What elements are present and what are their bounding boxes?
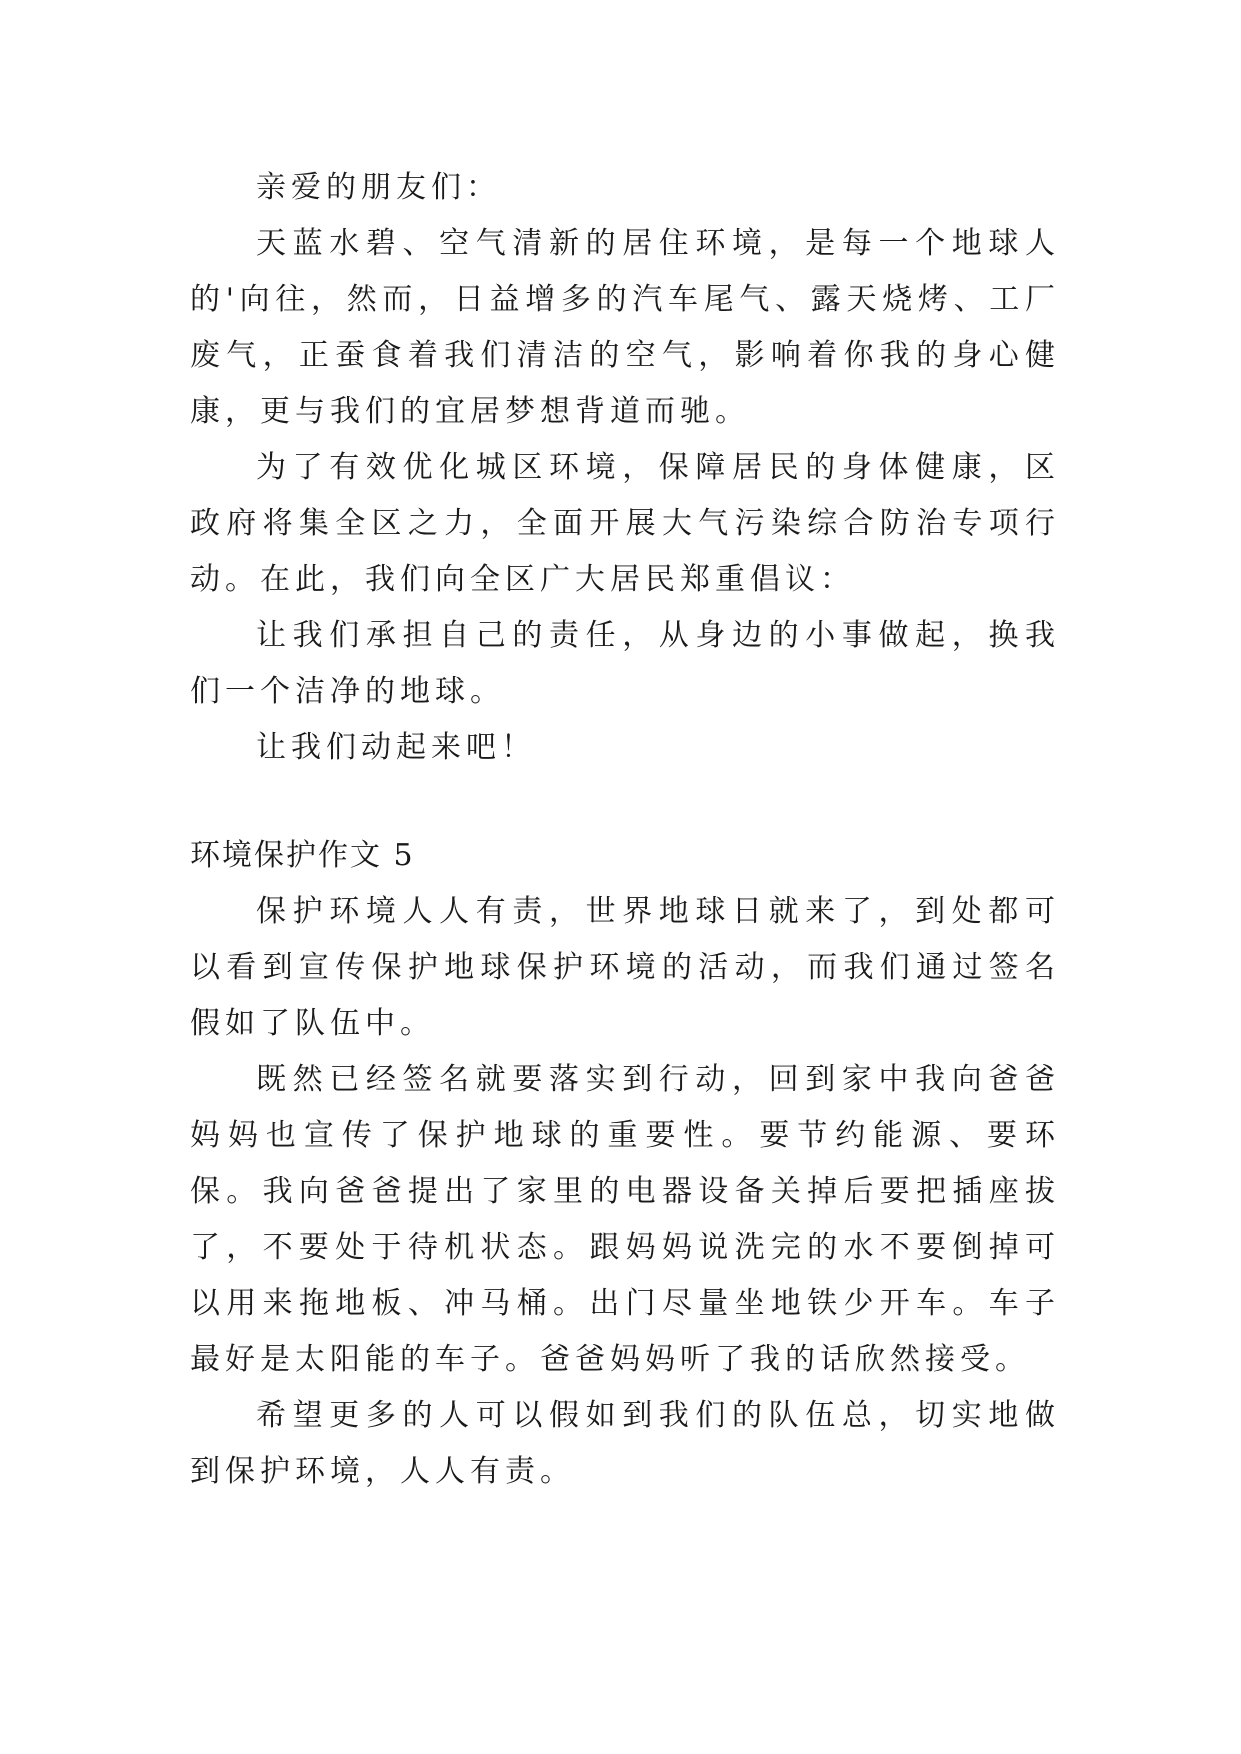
document-page bbox=[190, 160, 1060, 1500]
paragraph: 让我们承担自己的责任，从身边的小事做起，换我们一个洁净的地球。 bbox=[190, 618, 1060, 709]
paragraph: 让我们动起来吧！ bbox=[256, 730, 536, 765]
section-heading: 环境保护作文 5 bbox=[190, 838, 415, 873]
paragraph: 为了有效优化城区环境，保障居民的身体健康，区政府将集全区之力，全面开展大气污染综合防治专项行动。在此，我们向全区广大居民郑重倡议： bbox=[190, 450, 1060, 597]
salutation: 亲爱的朋友们： bbox=[256, 170, 501, 205]
paragraph: 既然已经签名就要落实到行动，回到家中我向爸爸妈妈也宣传了保护地球的重要性。要节约能源、要环保。我向爸爸提出了家里的电器设备关掉后要把插座拔了，不要处于待机状态。跟妈妈说洗完的水不要倒掉可以用来拖地板、冲马桶。出门尽量坐地铁少开车。车子最好是太阳能的车子。爸爸妈妈听了我的话欣然接受。 bbox=[190, 1062, 1060, 1377]
paragraph: 天蓝水碧、空气清新的居住环境，是每一个地球人的'向往，然而，日益增多的汽车尾气、露天烧烤、工厂废气，正蚕食着我们清洁的空气，影响着你我的身心健康，更与我们的宜居梦想背道而驰。 bbox=[190, 226, 1060, 429]
paragraph: 保护环境人人有责，世界地球日就来了，到处都可以看到宣传保护地球保护环境的活动，而我们通过签名假如了队伍中。 bbox=[190, 894, 1060, 1041]
paragraph: 希望更多的人可以假如到我们的队伍总，切实地做到保护环境，人人有责。 bbox=[190, 1398, 1060, 1489]
